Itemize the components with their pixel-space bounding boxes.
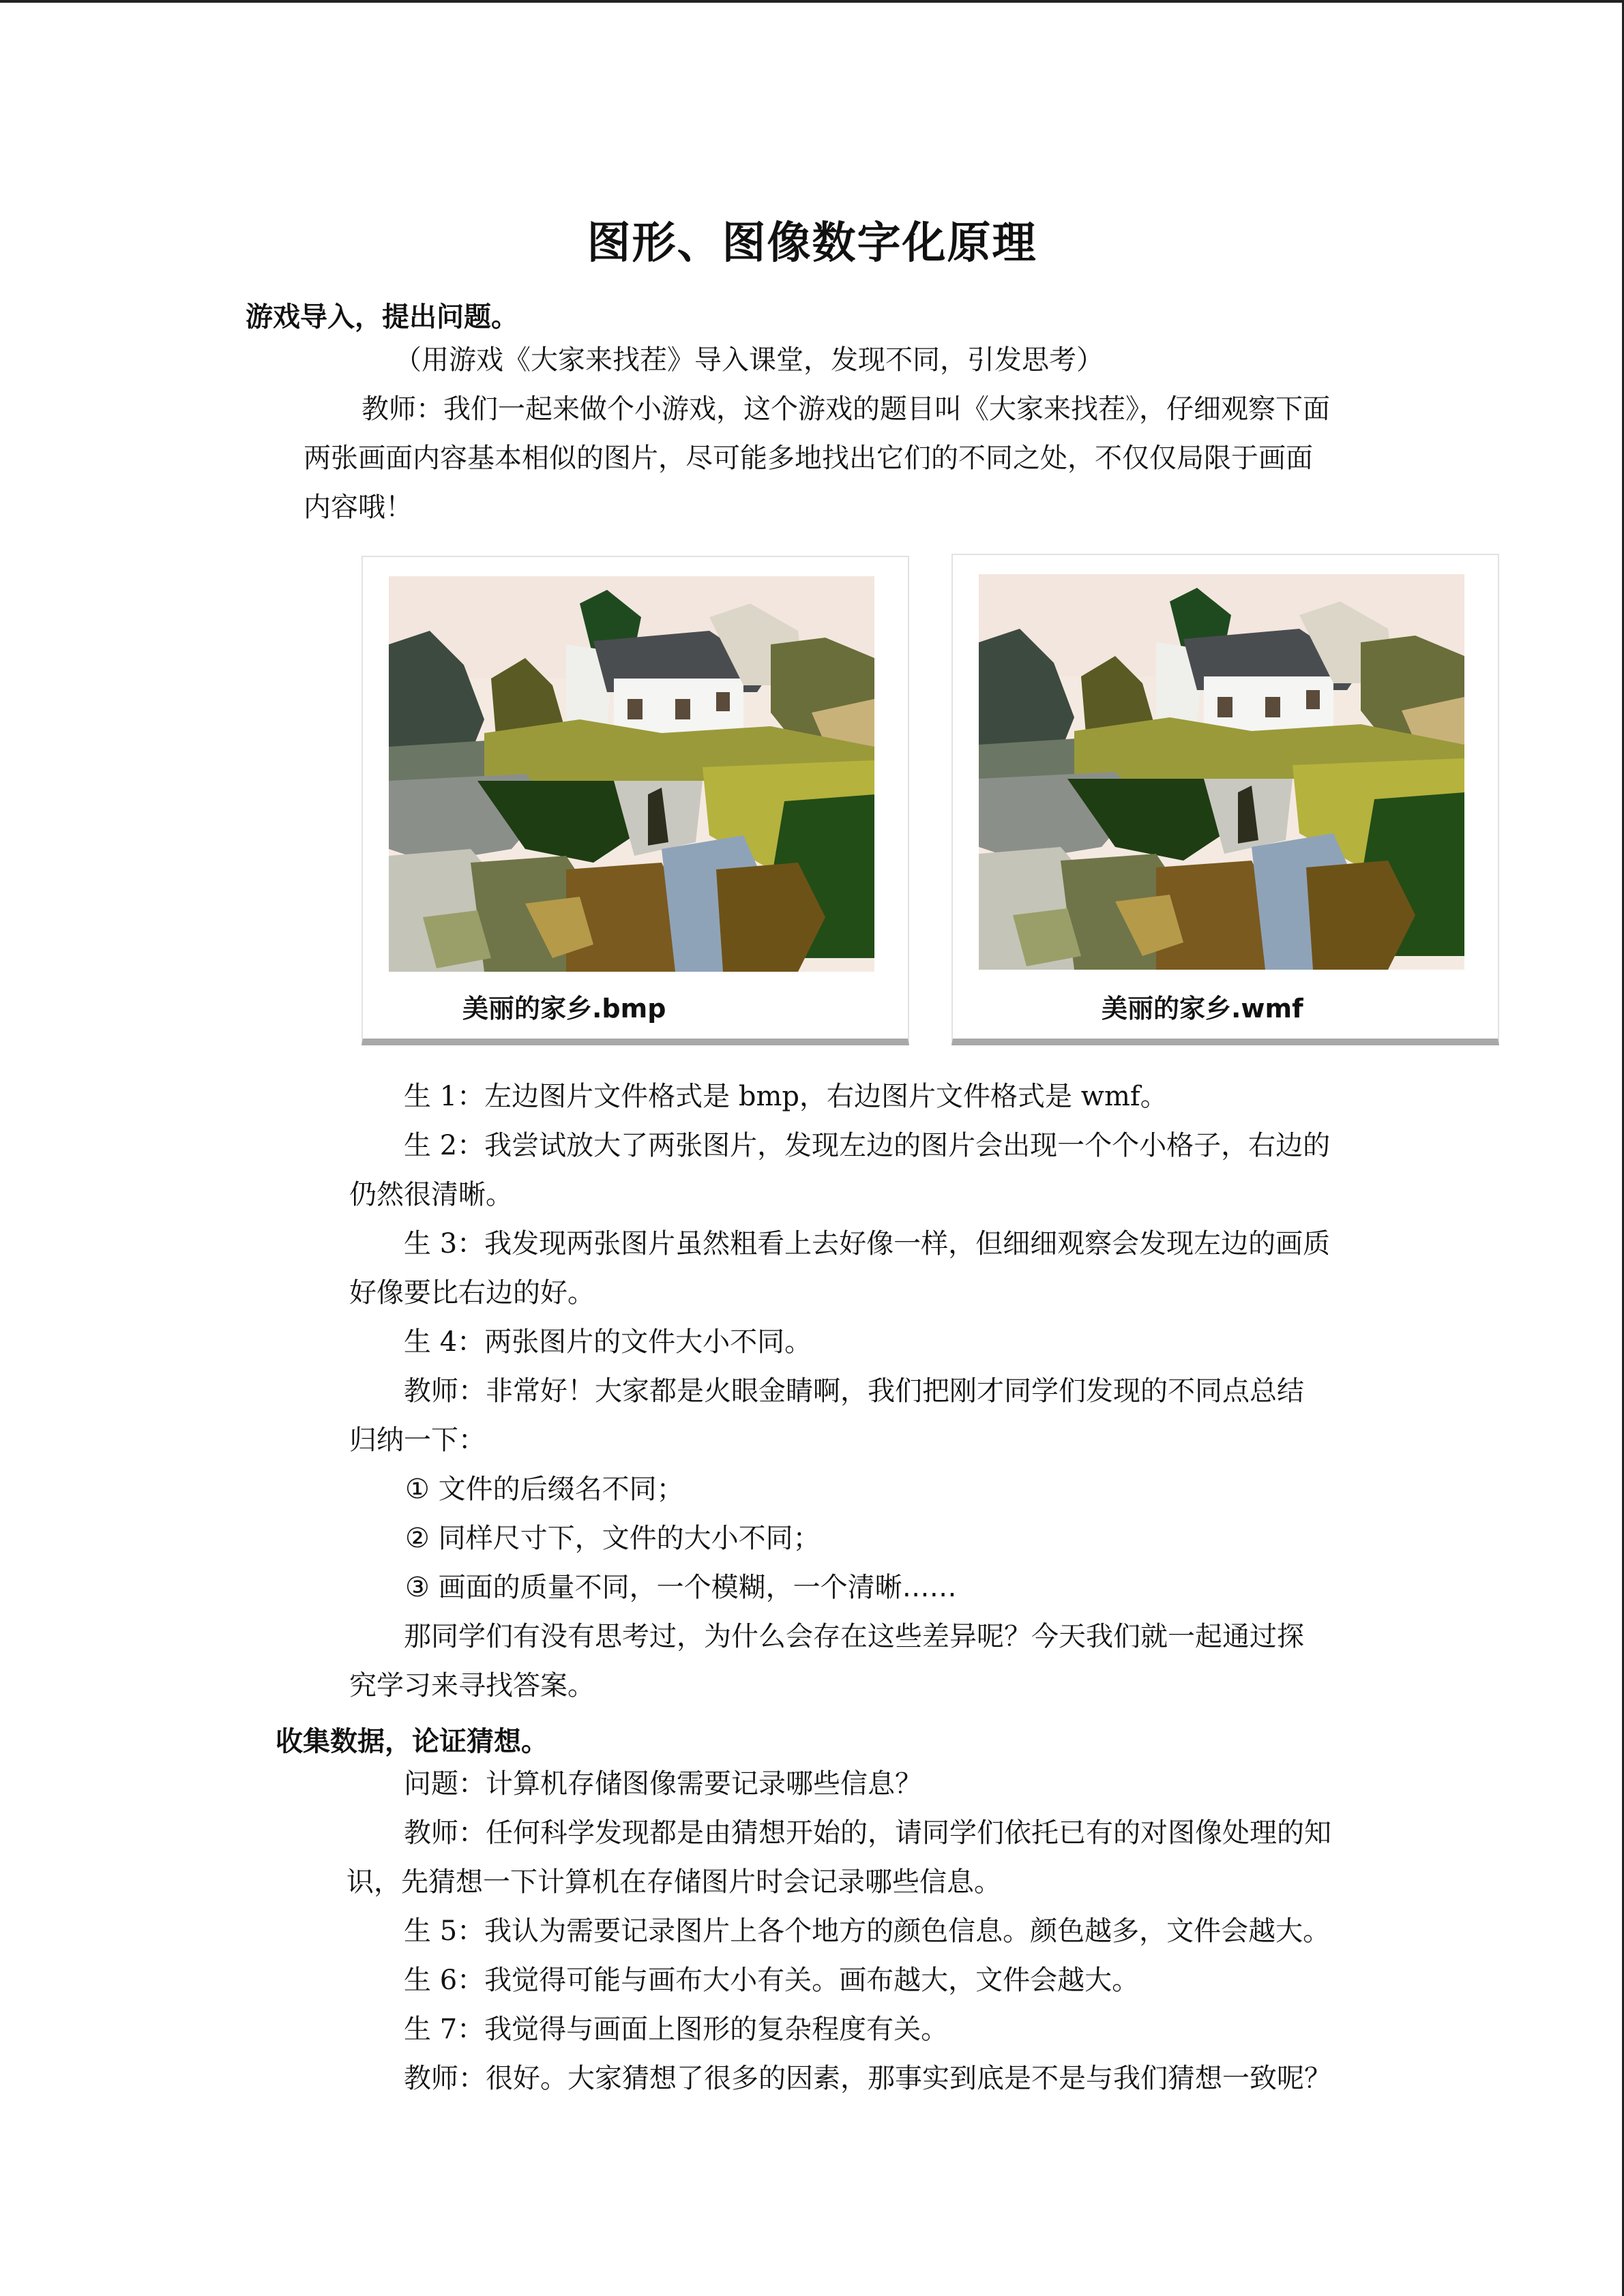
teacher-paragraph-line: 教师：任何科学发现都是由猜想开始的，请同学们依托已有的对图像处理的知	[404, 1817, 1331, 1849]
student-answer-6: 生 6：我觉得可能与画布大小有关。画布越大，文件会越大。	[404, 1965, 1140, 1996]
section-heading-intro: 游戏导入，提出问题。	[246, 301, 518, 333]
intro-note: （用游戏《大家来找茬》导入课堂，发现不同，引发思考）	[394, 344, 1104, 376]
list-item: ② 同样尺寸下，文件的大小不同；	[405, 1523, 821, 1554]
teacher-paragraph-line: 教师：我们一起来做个小游戏，这个游戏的题目叫《大家来找茬》，仔细观察下面	[361, 393, 1330, 425]
page-title: 图形、图像数字化原理	[587, 218, 1037, 269]
student-answer-2: 生 2：我尝试放大了两张图片，发现左边的图片会出现一个个小格子，右边的	[404, 1130, 1331, 1161]
teacher-paragraph-line: 内容哦！	[304, 492, 413, 523]
image-caption-bmp: 美丽的家乡.bmp	[462, 994, 666, 1024]
image-caption-wmf: 美丽的家乡.wmf	[1102, 994, 1303, 1024]
teacher-summary-cont: 归纳一下：	[349, 1425, 486, 1456]
student-answer-1: 生 1：左边图片文件格式是 bmp，右边图片文件格式是 wmf。	[404, 1081, 1168, 1112]
question-line: 问题：计算机存储图像需要记录哪些信息？	[404, 1768, 922, 1800]
page-top-border	[0, 0, 1624, 3]
list-item: ① 文件的后缀名不同；	[405, 1474, 684, 1505]
student-answer-3: 生 3：我发现两张图片虽然粗看上去好像一样，但细细观察会发现左边的画质	[404, 1228, 1331, 1259]
teacher-question-cont: 究学习来寻找答案。	[349, 1670, 595, 1701]
student-answer-5: 生 5：我认为需要记录图片上各个地方的颜色信息。颜色越多，文件会越大。	[404, 1915, 1331, 1947]
teacher-closing: 教师：很好。大家猜想了很多的因素，那事实到底是不是与我们猜想一致呢？	[404, 2063, 1331, 2094]
list-item: ③ 画面的质量不同，一个模糊，一个清晰……	[405, 1572, 957, 1603]
landscape-painting-bmp	[389, 576, 874, 972]
teacher-paragraph-line: 两张画面内容基本相似的图片，尽可能多地找出它们的不同之处，不仅仅局限于画面	[304, 443, 1313, 474]
image-card-bmp	[361, 556, 909, 1045]
student-answer-7: 生 7：我觉得与画面上图形的复杂程度有关。	[404, 2014, 949, 2045]
student-answer-3-cont: 好像要比右边的好。	[349, 1277, 595, 1309]
teacher-paragraph-line: 识，先猜想一下计算机在存储图片时会记录哪些信息。	[346, 1866, 1001, 1898]
teacher-summary: 教师：非常好！大家都是火眼金睛啊，我们把刚才同学们发现的不同点总结	[404, 1375, 1304, 1407]
image-card-wmf	[951, 554, 1499, 1045]
student-answer-4: 生 4：两张图片的文件大小不同。	[404, 1326, 812, 1358]
student-answer-2-cont: 仍然很清晰。	[349, 1179, 513, 1210]
teacher-question: 那同学们有没有思考过，为什么会存在这些差异呢？今天我们就一起通过探	[404, 1621, 1304, 1652]
section-heading-collect: 收集数据，论证猜想。	[276, 1726, 548, 1757]
landscape-painting-wmf	[979, 574, 1464, 970]
